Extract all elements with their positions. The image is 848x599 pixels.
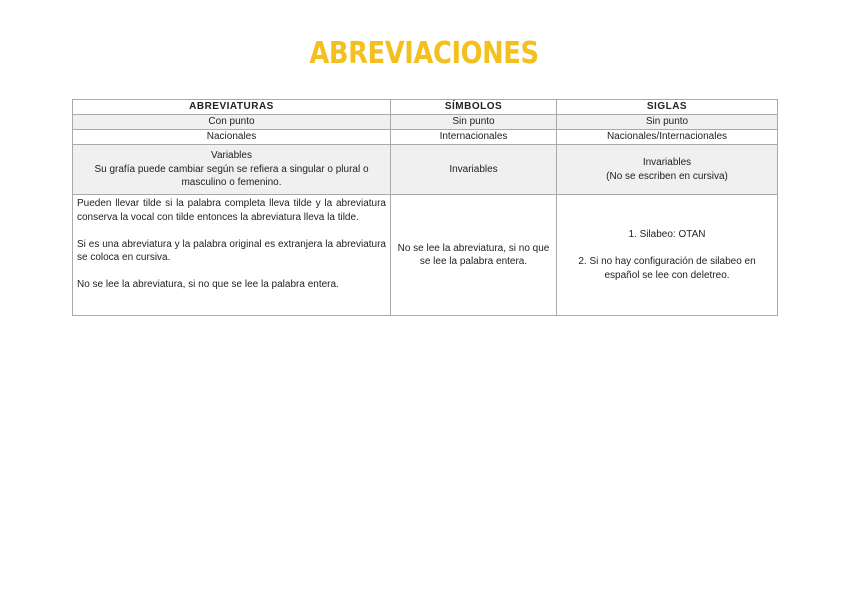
variability-label: Variables [211, 150, 252, 162]
rule-paragraph: No se lee la abreviatura, si no que se lee la palabra entera. [77, 279, 339, 290]
siglas-rule-2: 2. Si no hay configuración de silabeo en español se lee con deletreo. [578, 256, 756, 281]
cell-abreviaturas-reglas [73, 195, 391, 316]
table-row [73, 145, 778, 195]
header-row [73, 100, 778, 115]
siglas-variability-note: (No se escriben en cursiva) [606, 170, 728, 182]
siglas-rule-1: 1. Silabeo: OTAN [628, 228, 706, 240]
cell-simbolos-punto: Sin punto [391, 115, 557, 130]
cell-abreviaturas-punto: Con punto [73, 115, 391, 130]
cell-siglas-punto: Sin punto [557, 115, 778, 130]
cell-abreviaturas-variabilidad [73, 145, 391, 195]
header-simbolos: SÍMBOLOS [391, 100, 557, 115]
header-siglas: SIGLAS [557, 100, 778, 115]
cell-siglas-alcance: Nacionales/Internacionales [557, 130, 778, 145]
cell-simbolos-variabilidad: Invariables [391, 145, 557, 195]
table-row [73, 130, 778, 145]
header-abreviaturas: ABREVIATURAS [73, 100, 391, 115]
cell-simbolos-lectura: No se lee la abreviatura, si no que se lee la palabra entera. [391, 195, 557, 316]
variability-description: Su grafía puede cambiar según se refiera a singular o plural o masculino o femenino. [94, 163, 369, 189]
table-row [73, 195, 778, 316]
cell-simbolos-alcance: Internacionales [391, 130, 557, 145]
abbreviations-table [72, 99, 778, 316]
cell-siglas-lectura [557, 195, 778, 316]
rule-paragraph: Pueden llevar tilde si la palabra completa lleva tilde y la abreviatura conserva la vocal con tilde entonces la abreviatura lleva la tilde. [77, 198, 386, 223]
cell-abreviaturas-alcance: Nacionales [73, 130, 391, 145]
table-row [73, 115, 778, 130]
rule-paragraph: Si es una abreviatura y la palabra original es extranjera la abreviatura se coloca en cursiva. [77, 238, 386, 263]
siglas-variability-label: Invariables [642, 157, 692, 168]
cell-siglas-variabilidad [557, 145, 778, 195]
page-title: ABREVIACIONES [309, 36, 539, 71]
